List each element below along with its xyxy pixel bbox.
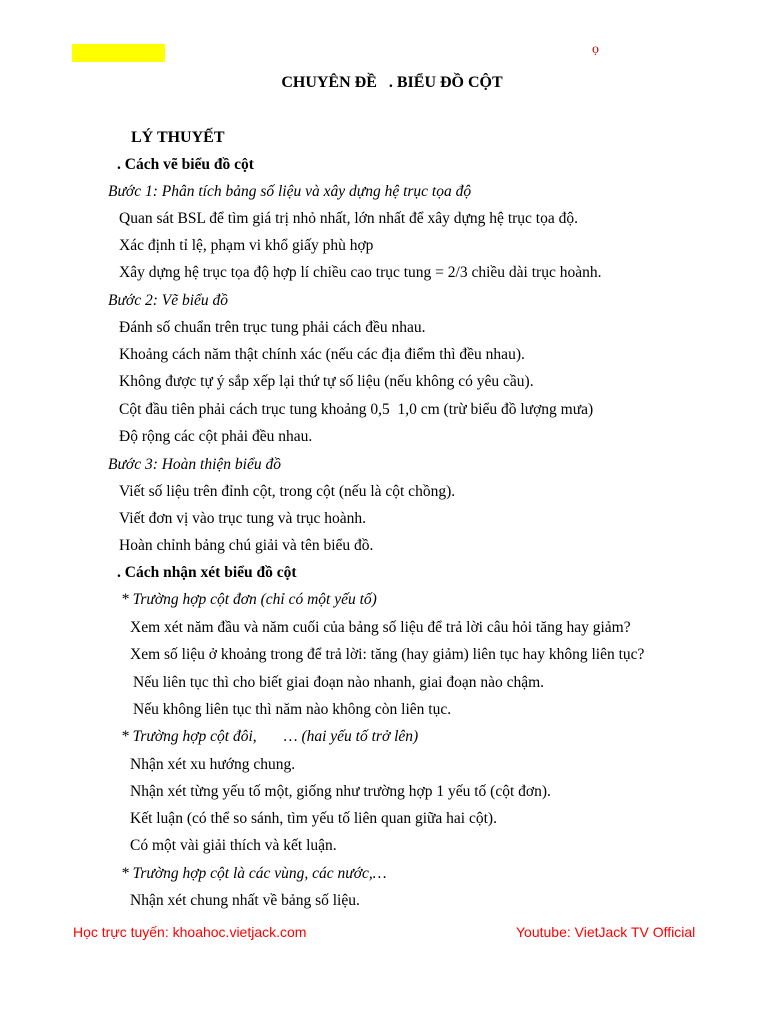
list-item: Nếu không liên tục thì năm nào không còn liên tục. [133, 701, 452, 718]
subsection-heading-comment: . Cách nhận xét biểu đồ cột [117, 564, 297, 581]
list-item: Độ rộng các cột phải đều nhau. [119, 428, 313, 445]
footer-youtube-link[interactable]: Youtube: VietJack TV Official [516, 924, 696, 940]
case-single-heading: * Trường hợp cột đơn (chỉ có một yếu tố) [121, 591, 377, 608]
list-item: Nhận xét chung nhất về bảng số liệu. [130, 892, 360, 909]
corner-mark: ọ [592, 42, 599, 57]
case-double-heading: * Trường hợp cột đôi, … (hai yếu tố trở lên) [121, 728, 419, 745]
yellow-highlight-box [72, 44, 165, 62]
list-item: Viết đơn vị vào trục tung và trục hoành. [119, 510, 367, 527]
step2-heading: Bước 2: Vẽ biểu đồ [108, 292, 229, 309]
subsection-heading-draw: . Cách vẽ biểu đồ cột [117, 156, 254, 173]
list-item: Cột đầu tiên phải cách trục tung khoảng 0,5 1,0 cm (trừ biểu đồ lượng mưa) [119, 401, 594, 418]
list-item: Xác định tỉ lệ, phạm vi khổ giấy phù hợp [119, 237, 374, 254]
list-item: Xem xét năm đầu và năm cuối của bảng số liệu để trả lời câu hỏi tăng hay giảm? [130, 619, 631, 636]
footer-website-link[interactable]: Học trực tuyến: khoahoc.vietjack.com [73, 924, 307, 940]
list-item: Nếu liên tục thì cho biết giai đoạn nào nhanh, giai đoạn nào chậm. [133, 674, 545, 691]
list-item: Có một vài giải thích và kết luận. [130, 837, 337, 854]
list-item: Quan sát BSL để tìm giá trị nhỏ nhất, lớn nhất để xây dựng hệ trục tọa độ. [119, 210, 578, 227]
list-item: Khoảng cách năm thật chính xác (nếu các địa điểm thì đều nhau). [119, 346, 525, 363]
step3-heading: Bước 3: Hoàn thiện biểu đồ [108, 456, 281, 473]
case-regions-heading: * Trường hợp cột là các vùng, các nước,… [121, 865, 387, 882]
list-item: Kết luận (có thể so sánh, tìm yếu tố liên quan giữa hai cột). [130, 810, 497, 827]
section-heading-theory: LÝ THUYẾT [131, 129, 225, 146]
list-item: Xây dựng hệ trục tọa độ hợp lí chiều cao trục tung = 2/3 chiều dài trục hoành. [119, 264, 602, 281]
list-item: Nhận xét từng yếu tố một, giống như trường hợp 1 yếu tố (cột đơn). [130, 783, 551, 800]
list-item: Nhận xét xu hướng chung. [130, 756, 296, 773]
step1-heading: Bước 1: Phân tích bảng số liệu và xây dựng hệ trục tọa độ [108, 183, 472, 200]
list-item: Viết số liệu trên đỉnh cột, trong cột (nếu là cột chồng). [119, 483, 456, 500]
page-title: CHUYÊN ĐỀ . BIỂU ĐỒ CỘT [281, 74, 503, 91]
list-item: Xem số liệu ở khoảng trong để trả lời: tăng (hay giảm) liên tục hay không liên tục? [130, 646, 645, 663]
list-item: Đánh số chuẩn trên trục tung phải cách đều nhau. [119, 319, 426, 336]
list-item: Không được tự ý sắp xếp lại thứ tự số liệu (nếu không có yêu cầu). [119, 373, 534, 390]
list-item: Hoàn chỉnh bảng chú giải và tên biểu đồ. [119, 537, 374, 554]
